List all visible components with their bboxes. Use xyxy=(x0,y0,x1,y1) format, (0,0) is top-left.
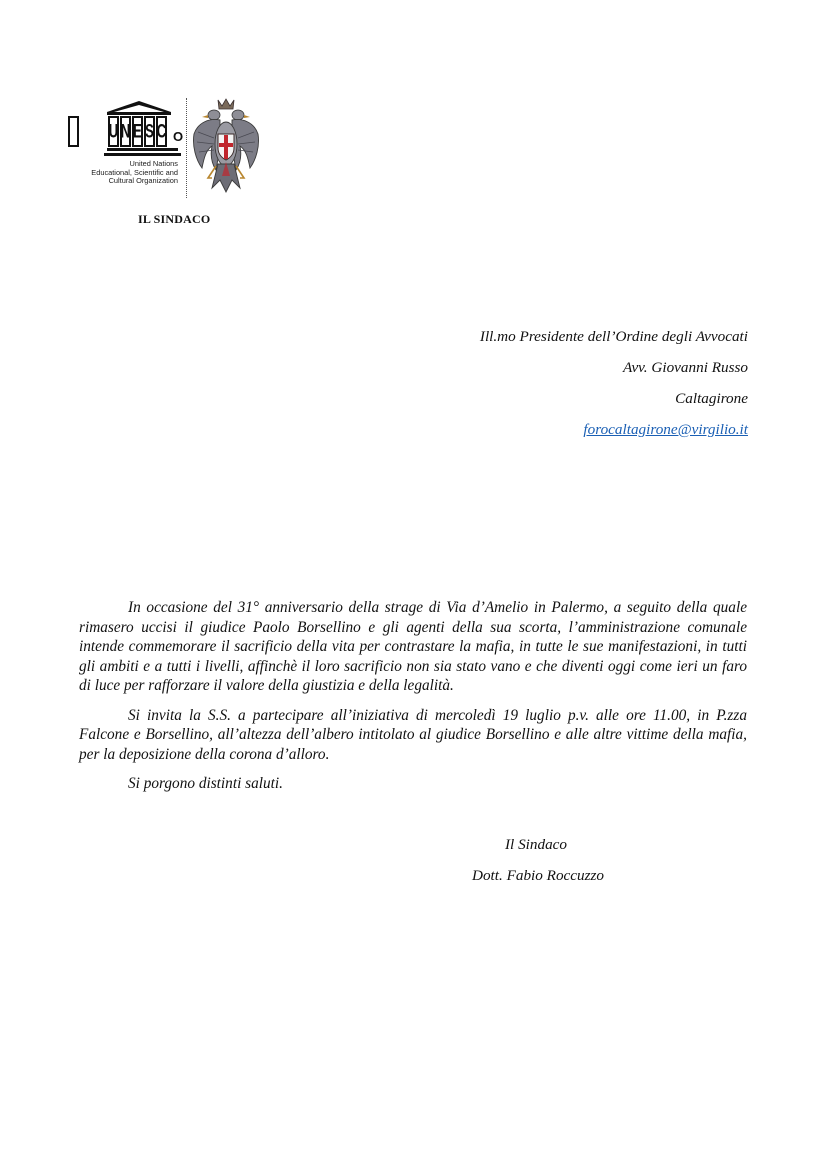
svg-text:O: O xyxy=(173,129,184,144)
recipient-title: Ill.mo Presidente dell’Ordine degli Avvocati xyxy=(479,328,748,345)
unesco-temple-icon xyxy=(80,100,184,162)
svg-text:N: N xyxy=(120,119,131,143)
recipient-name: Avv. Giovanni Russo xyxy=(623,359,748,376)
letterhead-divider xyxy=(186,98,187,198)
svg-text:E: E xyxy=(133,119,142,143)
svg-text:C: C xyxy=(156,119,167,143)
letter-body xyxy=(79,598,747,804)
unesco-line-1: United Nations xyxy=(129,159,178,168)
recipient-city: Caltagirone xyxy=(675,390,748,407)
recipient-email-link[interactable]: forocaltagirone@virgilio.it xyxy=(583,421,748,438)
eagle-crest-icon xyxy=(190,98,262,198)
office-title: IL SINDACO xyxy=(138,212,211,226)
svg-text:U: U xyxy=(108,119,119,143)
svg-text:S: S xyxy=(145,119,154,143)
body-paragraph-1: In occasione del 31° anniversario della strage di Via d’Amelio in Palermo, a seguito della quale rimasero uccisi il giudice Paolo Borsellino e gli agenti della sua scorta, l’amministrazione comunale intende commemorare il sacrificio della vita per contrastare la mafia, in tutte le sue manifestazioni, in tutti gli ambiti e a tutti i livelli, affinchè il loro sacrificio non sia stato vano e che diventi oggi come ieri un faro di luce per rafforzare il valore della giustizia e della legalità. xyxy=(79,599,747,694)
body-paragraph-2: Si invita la S.S. a partecipare all’iniziativa di mercoledì 19 luglio p.v. alle ore 11.00, in P.zza Falcone e Borsellino, all’altezza dell’albero intitolato al giudice Borsellino e alle altre vittime della mafia, per la deposizione della corona d’alloro. xyxy=(79,706,747,763)
unesco-logo xyxy=(80,100,184,192)
city-crest xyxy=(190,98,262,198)
closing-salutation: Si porgono distinti saluti. xyxy=(128,775,283,792)
signature-title: Il Sindaco xyxy=(505,836,568,853)
unesco-line-2: Educational, Scientific and xyxy=(91,167,178,177)
unesco-line-3: Cultural Organization xyxy=(108,176,178,186)
signature-name: Dott. Fabio Roccuzzo xyxy=(472,867,605,884)
